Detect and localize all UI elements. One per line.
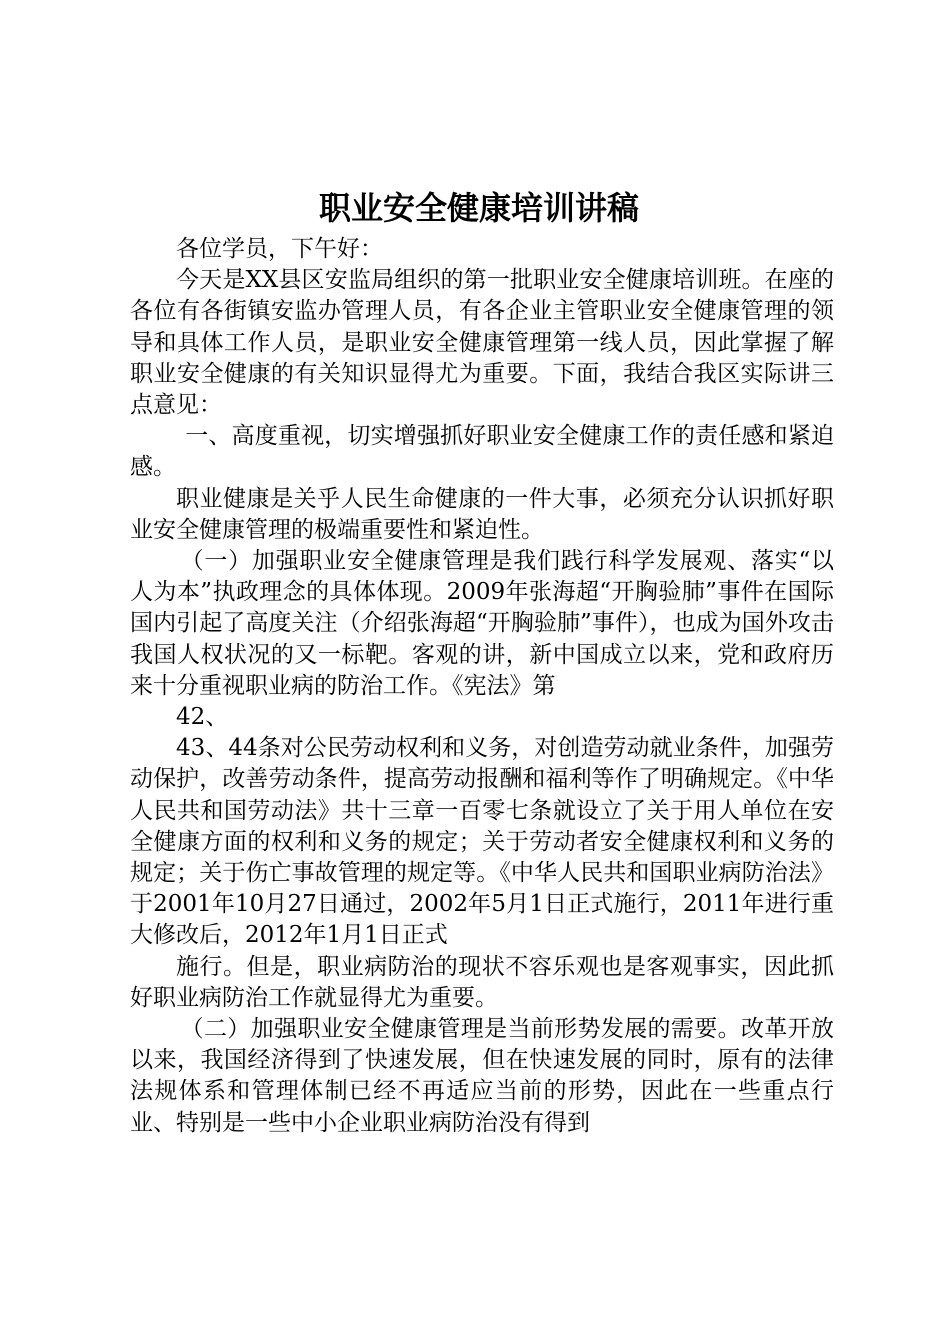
paragraph-laws: 43、44条对公民劳动权利和义务，对创造劳动就业条件，加强劳动保护，改善劳动条件，提高劳动报酬和福利等作了明确规定。《中华人民共和国劳动法》共十三章一百零七条就设立了关于用人单位在安全健康方面的权利和义务的规定；关于劳动者安全健康权利和义务的规定；关于伤亡事故管理的规定等。《中华人民共和国职业病防治法》于2001年10月27日通过，2002年5月1日正式施行，2011年进行重大修改后，2012年1月1日正式 bbox=[130, 735, 834, 949]
paragraph-intro: 今天是XX县区安监局组织的第一批职业安全健康培训班。在座的各位有各街镇安监办管理人员，有各企业主管职业安全健康管理的领导和具体工作人员，是职业安全健康管理第一线人员，因此掌握了解职业安全健康的有关知识显得尤为重要。下面，我结合我区实际讲三点意见： bbox=[130, 267, 834, 419]
paragraph-article-number: 42、 bbox=[176, 704, 229, 731]
paragraph-greeting: 各位学员，下午好： bbox=[176, 236, 383, 262]
subsection-two: （二）加强职业安全健康管理是当前形势发展的需要。改革开放以来，我国经济得到了快速发展，但在快速发展的同时，原有的法律法规体系和管理体制已经不再适应当前的形势，因此在一些重点行业、特别是一些中小企业职业病防治没有得到 bbox=[130, 1016, 834, 1136]
subsection-one: （一）加强职业安全健康管理是我们践行科学发展观、落实“以人为本”执政理念的具体体现。2009年张海超“开胸验肺”事件在国际国内引起了高度关注（介绍张海超“开胸验肺”事件），也成为国外攻击我国人权状况的又一标靶。客观的讲，新中国成立以来，党和政府历来十分重视职业病的防治工作。《宪法》第 bbox=[130, 548, 834, 699]
paragraph-importance: 职业健康是关乎人民生命健康的一件大事，必须充分认识抓好职业安全健康管理的极端重要性和紧迫性。 bbox=[130, 485, 834, 543]
section-heading-one: 一、高度重视，切实增强抓好职业安全健康工作的责任感和紧迫感。 bbox=[130, 423, 834, 481]
document-title: 职业安全健康培训讲稿 bbox=[318, 189, 639, 227]
document-body bbox=[130, 234, 834, 1139]
paragraph-implementation: 施行。但是，职业病防治的现状不容乐观也是客观事实，因此抓好职业病防治工作就显得尤为重要。 bbox=[130, 953, 834, 1011]
